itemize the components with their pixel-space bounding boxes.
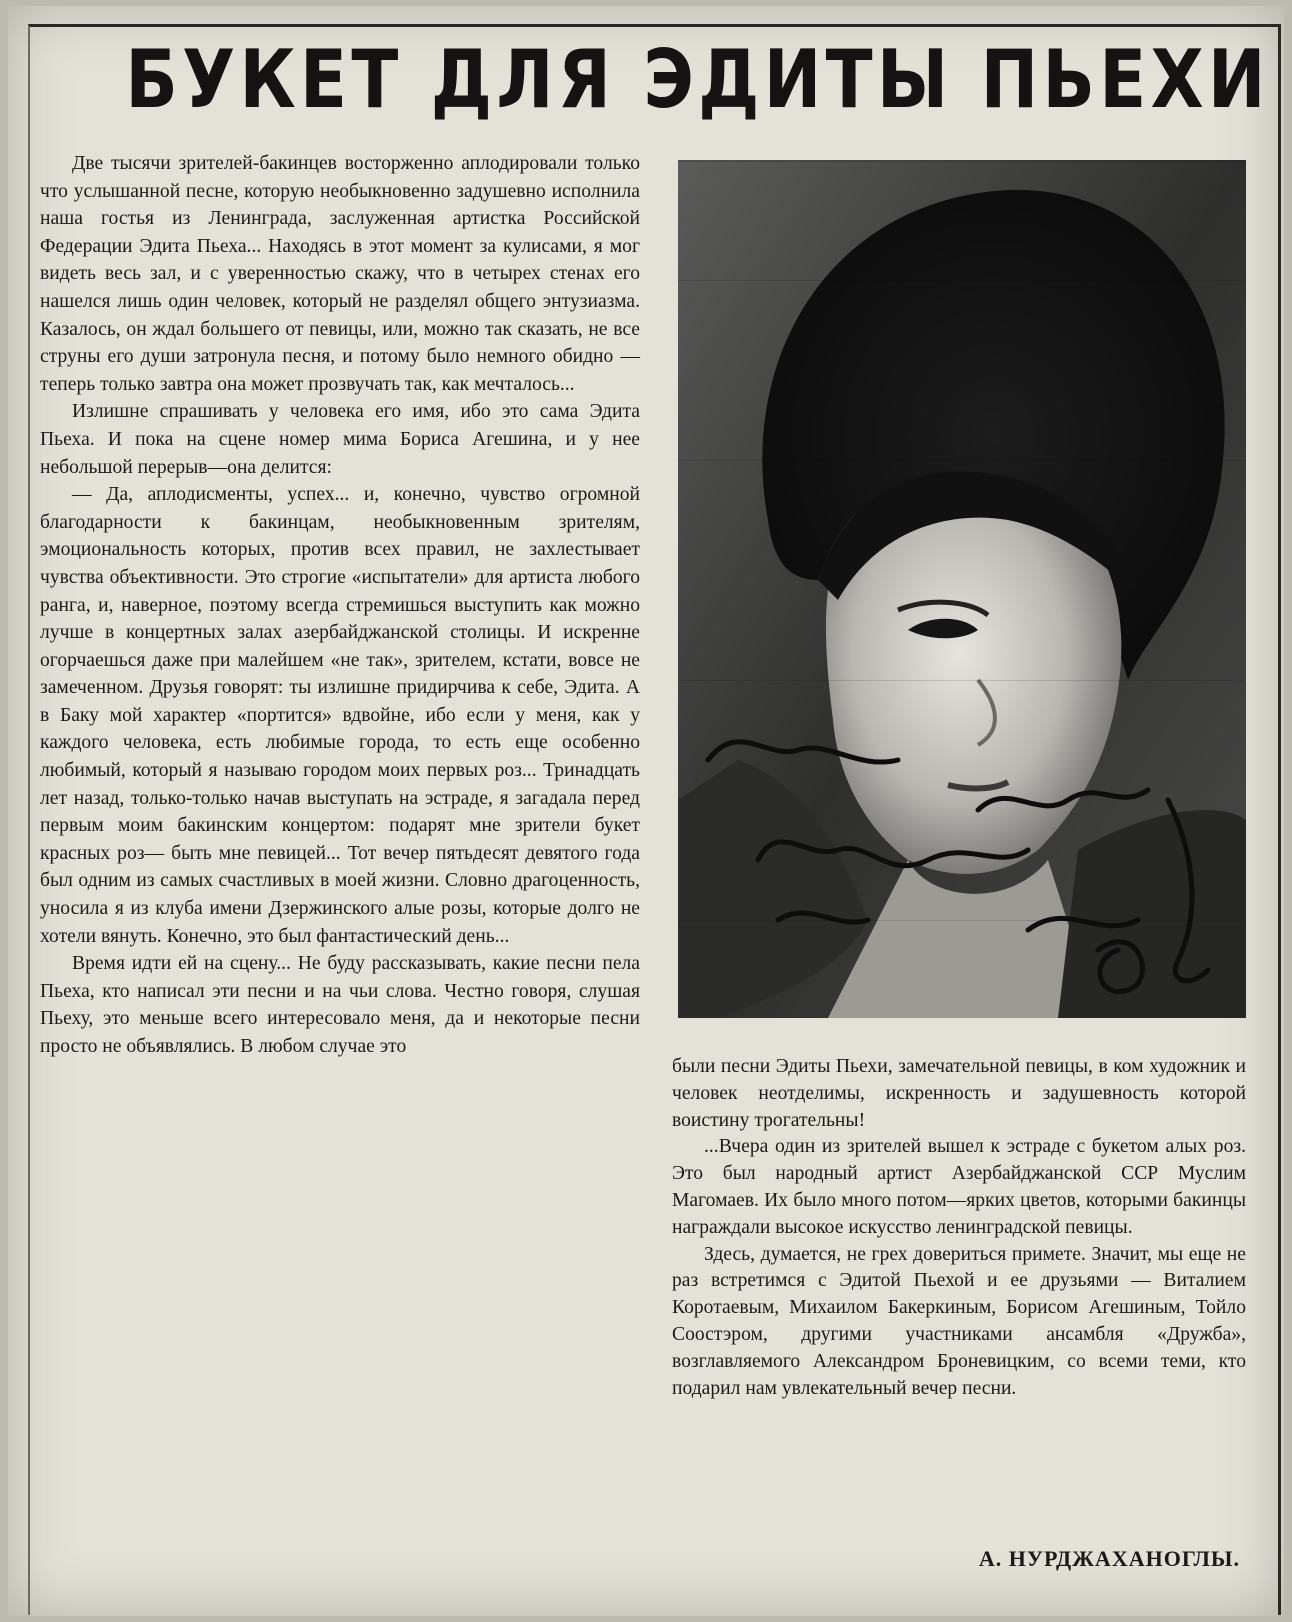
portrait-photo <box>678 160 1246 1018</box>
paragraph-intro: Две тысячи зрителей-бакинцев восторженно аплодировали только что услышанной песне, которую необыкновенно задушевно исполнила наша гостья из Ленинграда, заслуженная артистка Российской Федерации Эдита Пьеха... Находясь в этот момент за кулисами, я мог видеть весь зал, и с уверенностью скажу, что в четырех стенах его нашелся лишь один человек, который не разделял общего энтузиазма. Казалось, он ждал большего от певицы, или, можно так сказать, не все струны его души затронула песня, и потому было немного обидно — теперь только завтра она может прозвучать так, как мечталось... <box>40 153 640 395</box>
paragraph-stage: Время идти ей на сцену... Не буду рассказывать, какие песни пела Пьеха, кто написал эти песни и на чьи слова. Честно говоря, слушая Пьеху, это меньше всего интересовало меня, да и некоторые песни просто не объявлялись. В любом случае это <box>40 953 640 1057</box>
right-text-column <box>672 1054 1246 1402</box>
left-text-column <box>40 150 640 1061</box>
author-byline: А. НУРДЖАХАНОГЛЫ. <box>978 1546 1240 1571</box>
paragraph-bouquet: ...Вчера один из зрителей вышел к эстраде с букетом алых роз. Это был народный артист Азербайджанской ССР Муслим Магомаев. Их было много потом—ярких цветов, которыми бакинцы награждали высокое искусство ленинградской певицы. <box>672 1136 1246 1238</box>
paragraph-closing: Здесь, думается, не грех довериться примете. Значит, мы еще не раз встретимся с Эдитой Пьехой и ее друзьями — Виталием Коротаевым, Михаилом Бакеркиным, Борисом Агешиным, Тойло Соостэром, другими участниками ансамбля «Дружба», возглавляемого Александром Броневицким, со всеми теми, кто подарил нам увлекательный вечер песни. <box>672 1243 1246 1399</box>
paragraph-continuation: были песни Эдиты Пьехи, замечательной певицы, в ком художник и человек неотделимы, искренность и задушевность которой воистину трогательны! <box>672 1056 1246 1131</box>
paragraph-name: Излишне спрашивать у человека его имя, ибо это сама Эдита Пьеха. И пока на сцене номер мима Бориса Агешина, и у нее небольшой перерыв—она делится: <box>40 401 640 478</box>
article-headline: БУКЕТ ДЛЯ ЭДИТЫ ПЬЕХИ <box>125 33 1270 126</box>
paragraph-quote: — Да, аплодисменты, успех... и, конечно, чувство огромной благодарности к бакинцам, необыкновенным зрителям, эмоциональность которых, против всех правил, не захлестывает чувства объективности. Это строгие «испытатели» для артиста любого ранга, и, наверное, поэтому всегда стремишься выступить как можно лучше в концертных залах азербайджанской столицы. И искренне огорчаешься даже при малейшем «не так», зрителем, кстати, вовсе не замеченном. Друзья говорят: ты излишне придирчива к себе, Эдита. А в Баку мой характер «портится» вдвойне, ибо если у меня, как у каждого человека, есть любимые города, то есть еще особенно любимый, который я называю городом моих первых роз... Тринадцать лет назад, только-только начав выступать на эстраде, я загадала перед первым моим бакинским концертом: подарят мне зрители букет красных роз— быть мне певицей... Тот вечер пятьдесят девятого года был одним из самых счастливых в моей жизни. Словно драгоценность, уносила я из клуба имени Дзержинского алые розы, которые долго не хотели вянуть. Конечно, это был фантастический день... <box>40 484 640 947</box>
